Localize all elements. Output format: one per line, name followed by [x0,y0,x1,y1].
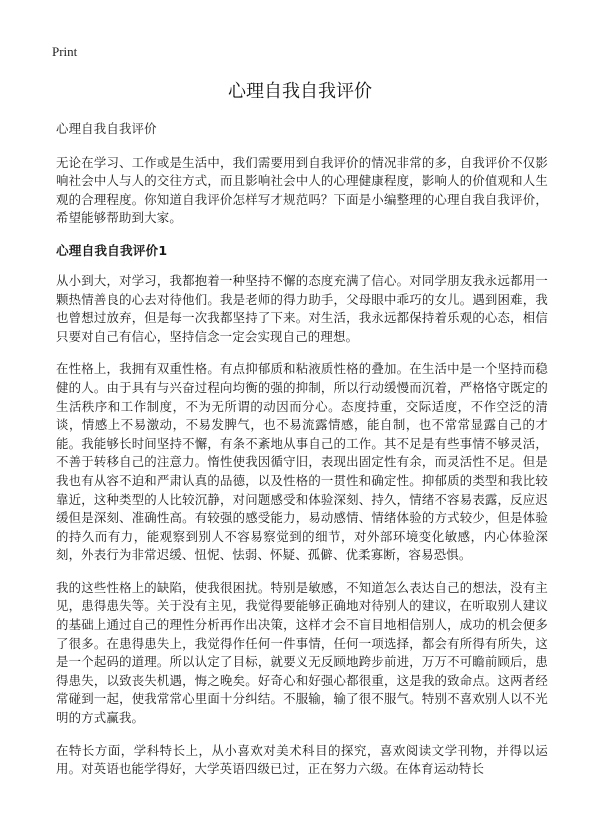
intro-paragraph: 无论在学习、工作或是生活中，我们需要用到自我评价的情况非常的多，自我评价不仅影响社会中人与人的交往方式，而且影响社会中人的心理健康程度，影响人的价值观和人生观的合理程度。你知道自我评价怎样写才规范吗？下面是小编整理的心理自我自我评价，希望能够帮助到大家。 [56,154,548,226]
page-title: 心理自我自我评价 [228,81,372,102]
document-body [56,120,548,793]
body-paragraph-1: 从小到大，对学习，我都抱着一种坚持不懈的态度充满了信心。对同学朋友我永远都用一颗热情善良的心去对待他们。我是老师的得力助手，父母眼中乖巧的女儿。遇到困难，我也曾想过放弃，但是每一次我都坚持了下来。对生活，我永远都保持着乐观的心态，相信只要对自己有信心，坚持信念一定会实现自己的理想。 [56,272,548,344]
body-paragraph-2: 在性格上，我拥有双重性格。有点抑郁质和粘液质性格的叠加。在生活中是一个坚持而稳健的人。由于具有与兴奋过程向均衡的强的抑制，所以行动缓慢而沉着，严格恪守既定的生活秩序和工作制度，不为无所谓的动因而分心。态度持重，交际适度，不作空泛的清谈，情感上不易激动，不易发脾气，也不易流露情感，能自制，也不常常显露自己的才能。我能够长时间坚持不懈，有条不紊地从事自己的工作。其不足是有些事情不够灵活，不善于转移自己的注意力。惰性使我因循守旧，表现出固定性有余，而灵活性不足。但是我也有从容不迫和严肃认真的品德，以及性格的一贯性和确定性。抑郁质的类型和我比较靠近，这种类型的人比较沉静，对问题感受和体验深刻、持久，情绪不容易表露，反应迟缓但是深刻、准确性高。有较强的感受能力，易动感情、情绪体验的方式较少，但是体验的持久而有力，能观察到别人不容易察觉到的细节，对外部环境变化敏感，内心体验深刻，外表行为非常迟缓、忸怩、怯弱、怀疑、孤僻、优柔寡断，容易恐惧。 [56,361,548,563]
section-heading: 心理自我自我评价1 [56,242,168,258]
body-paragraph-4: 在特长方面，学科特长上，从小喜欢对美术科目的探究，喜欢阅读文学刊物，并得以运用。对英语也能学得好，大学英语四级已过，正在努力六级。在体育运动特长 [56,742,548,777]
print-link[interactable]: Print [52,44,78,59]
body-paragraph-3: 我的这些性格上的缺陷，使我很困扰。特别是敏感，不知道怎么表达自己的想法，没有主见，患得患失等。关于没有主见，我觉得要能够正确地对待别人的建议，在听取别人建议的基础上通过自己的理性分析再作出决策，这样才会不盲目地相信别人，成功的机会便多了很多。在患得患失上，我觉得作任何一件事情，任何一项选择，都会有所得有所失，这是一个起码的道理。所以认定了目标，就要义无反顾地跨步前进，万万不可瞻前顾后，患得患失，以致丧失机遇，悔之晚矣。好奇心和好强心都很重，这是我的致命点。这两者经常碰到一起，使我常常心里面十分纠结。不服输，输了很不服气。特别不喜欢别人以不光明的方式赢我。 [56,579,548,726]
document-subtitle: 心理自我自我评价 [56,121,157,136]
